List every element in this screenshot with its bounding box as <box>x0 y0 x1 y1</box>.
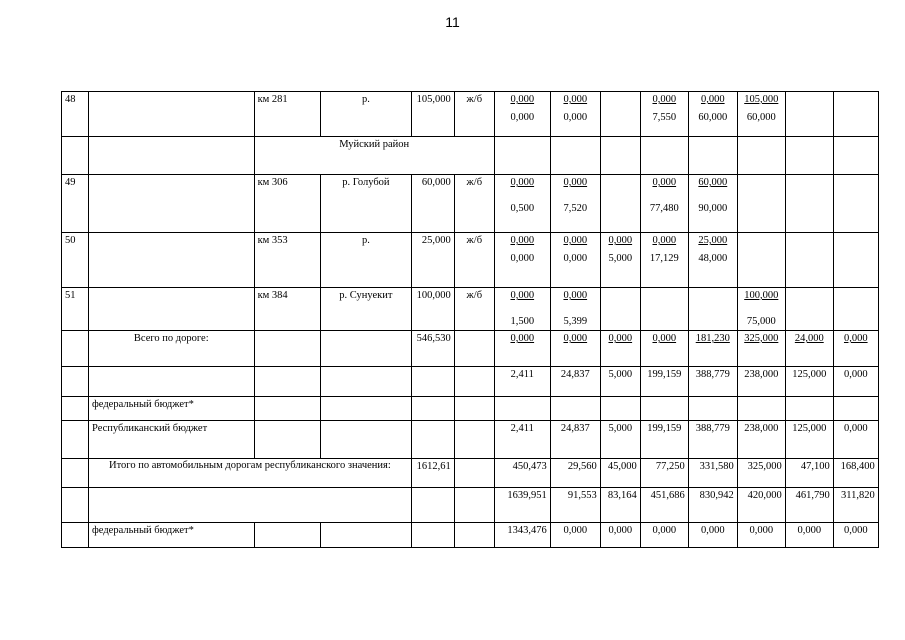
value-cell: 125,000 <box>785 367 833 397</box>
value-cell <box>600 288 640 331</box>
value-cell: 0,000 <box>833 331 878 367</box>
value-cell: 199,159 <box>640 367 688 397</box>
value-cell <box>833 175 878 233</box>
federal-budget-label: федеральный бюджет* <box>89 523 255 548</box>
value-cell: 451,686 <box>640 488 688 523</box>
value-cell: 2,411 <box>494 421 550 459</box>
value-cell: 1343,476 <box>494 523 550 548</box>
value-cell: 450,473 <box>494 459 550 488</box>
river-cell: р. <box>320 233 411 288</box>
value-cell <box>833 92 878 137</box>
value-cell: 331,580 <box>688 459 737 488</box>
value-cell: 311,820 <box>833 488 878 523</box>
value-cell <box>785 233 833 288</box>
km-cell: км 281 <box>254 92 320 137</box>
road-name <box>89 175 255 233</box>
federal-budget-row <box>62 397 879 421</box>
grand-total-label: Итого по автомобильным дорогам республиканского значения: <box>89 459 412 488</box>
river-cell: р. Голубой <box>320 175 411 233</box>
road-bridges-table <box>61 91 879 548</box>
value-cell <box>833 233 878 288</box>
river-cell: р. Сунуекит <box>320 288 411 331</box>
federal-budget-row <box>62 523 879 548</box>
value-cell: 0,000 7,550 <box>640 92 688 137</box>
table-row <box>62 233 879 288</box>
table-row <box>62 92 879 137</box>
value-cell: 0,000 60,000 <box>688 92 737 137</box>
value-cell: 25,000 48,000 <box>688 233 737 288</box>
length-cell: 100,000 <box>411 288 454 331</box>
type-cell: ж/б <box>454 288 494 331</box>
value-cell: 0,000 <box>640 331 688 367</box>
total-road-row <box>62 331 879 367</box>
value-cell: 0,000 <box>785 523 833 548</box>
length-cell: 60,000 <box>411 175 454 233</box>
value-cell: 47,100 <box>785 459 833 488</box>
value-cell: 24,837 <box>550 421 600 459</box>
value-cell: 5,000 <box>600 421 640 459</box>
value-cell: 0,000 7,520 <box>550 175 600 233</box>
type-cell: ж/б <box>454 233 494 288</box>
table-row <box>62 288 879 331</box>
value-cell: 0,000 0,000 <box>494 92 550 137</box>
value-cell <box>640 288 688 331</box>
value-cell <box>688 288 737 331</box>
value-cell: 24,837 <box>550 367 600 397</box>
value-cell: 0,000 <box>640 523 688 548</box>
row-number: 49 <box>62 175 89 233</box>
value-cell: 24,000 <box>785 331 833 367</box>
value-cell: 0,000 <box>833 421 878 459</box>
federal-budget-label: федеральный бюджет* <box>89 397 255 421</box>
value-cell <box>833 288 878 331</box>
river-cell: р. <box>320 92 411 137</box>
value-cell: 181,230 <box>688 331 737 367</box>
grand-total-row-2 <box>62 488 879 523</box>
grand-total-row <box>62 459 879 488</box>
value-cell: 2,411 <box>494 367 550 397</box>
republic-budget-label: Республиканский бюджет <box>89 421 255 459</box>
value-cell: 29,560 <box>550 459 600 488</box>
value-cell: 0,000 <box>833 523 878 548</box>
total-road-row-2 <box>62 367 879 397</box>
value-cell: 0,000 <box>550 331 600 367</box>
value-cell: 0,000 0,000 <box>550 233 600 288</box>
value-cell: 0,000 0,000 <box>550 92 600 137</box>
value-cell: 0,000 0,000 <box>494 233 550 288</box>
value-cell: 100,000 75,000 <box>737 288 785 331</box>
value-cell: 325,000 <box>737 459 785 488</box>
km-cell: км 306 <box>254 175 320 233</box>
value-cell: 0,000 77,480 <box>640 175 688 233</box>
value-cell <box>785 175 833 233</box>
value-cell: 0,000 <box>550 523 600 548</box>
value-cell: 105,000 60,000 <box>737 92 785 137</box>
value-cell: 1639,951 <box>494 488 550 523</box>
road-name <box>89 233 255 288</box>
republic-budget-row <box>62 421 879 459</box>
value-cell: 199,159 <box>640 421 688 459</box>
value-cell: 238,000 <box>737 367 785 397</box>
value-cell: 0,000 <box>600 523 640 548</box>
grand-total-length: 1612,61 <box>411 459 454 488</box>
value-cell: 0,000 <box>494 331 550 367</box>
value-cell: 388,779 <box>688 367 737 397</box>
value-cell: 0,000 <box>737 523 785 548</box>
value-cell <box>737 233 785 288</box>
length-cell: 25,000 <box>411 233 454 288</box>
value-cell: 83,164 <box>600 488 640 523</box>
value-cell <box>600 175 640 233</box>
section-title: Муйский район <box>254 137 494 175</box>
value-cell <box>785 288 833 331</box>
value-cell: 0,000 1,500 <box>494 288 550 331</box>
row-number: 48 <box>62 92 89 137</box>
length-cell: 105,000 <box>411 92 454 137</box>
section-row <box>62 137 879 175</box>
value-cell: 0,000 <box>688 523 737 548</box>
value-cell: 60,000 90,000 <box>688 175 737 233</box>
value-cell: 5,000 <box>600 367 640 397</box>
km-cell: км 384 <box>254 288 320 331</box>
value-cell: 388,779 <box>688 421 737 459</box>
total-road-label: Всего по дороге: <box>89 331 255 367</box>
value-cell: 168,400 <box>833 459 878 488</box>
km-cell: км 353 <box>254 233 320 288</box>
value-cell: 0,000 17,129 <box>640 233 688 288</box>
value-cell: 125,000 <box>785 421 833 459</box>
road-name <box>89 92 255 137</box>
value-cell: 420,000 <box>737 488 785 523</box>
value-cell: 325,000 <box>737 331 785 367</box>
page-number: 11 <box>445 14 460 30</box>
value-cell: 0,000 <box>600 331 640 367</box>
value-cell: 0,000 5,000 <box>600 233 640 288</box>
value-cell <box>600 92 640 137</box>
table-row <box>62 175 879 233</box>
road-name <box>89 288 255 331</box>
row-number: 50 <box>62 233 89 288</box>
value-cell <box>737 175 785 233</box>
value-cell: 0,000 5,399 <box>550 288 600 331</box>
value-cell: 830,942 <box>688 488 737 523</box>
row-number: 51 <box>62 288 89 331</box>
type-cell: ж/б <box>454 92 494 137</box>
value-cell <box>785 92 833 137</box>
value-cell: 238,000 <box>737 421 785 459</box>
value-cell: 0,000 <box>833 367 878 397</box>
total-road-length: 546,530 <box>411 331 454 367</box>
value-cell: 77,250 <box>640 459 688 488</box>
type-cell: ж/б <box>454 175 494 233</box>
value-cell: 45,000 <box>600 459 640 488</box>
value-cell: 461,790 <box>785 488 833 523</box>
value-cell: 91,553 <box>550 488 600 523</box>
value-cell: 0,000 0,500 <box>494 175 550 233</box>
